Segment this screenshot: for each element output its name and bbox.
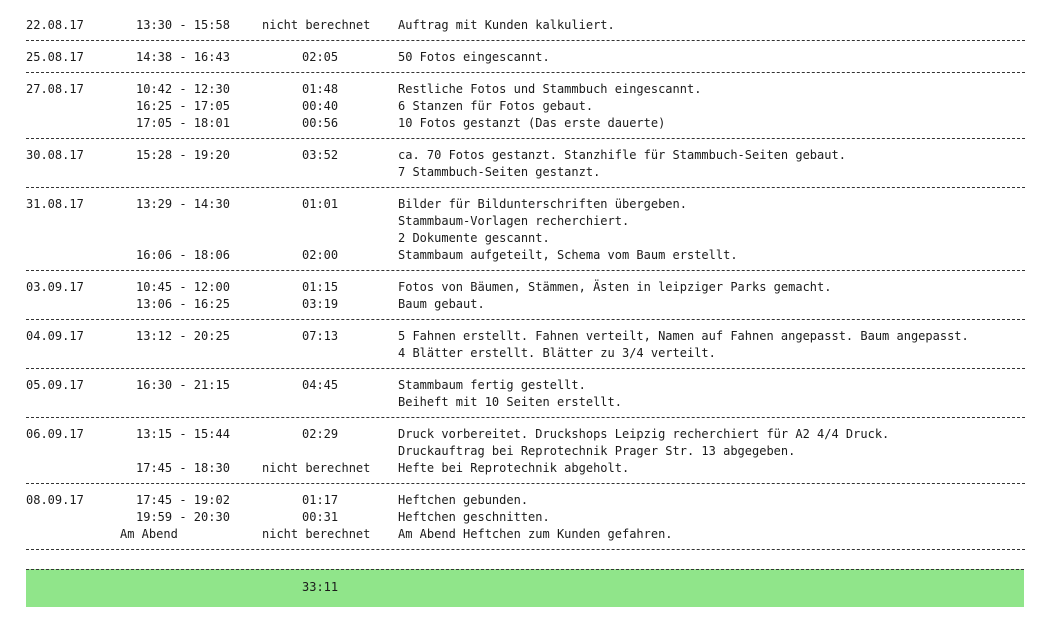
entry-date: 30.08.17 (26, 148, 84, 162)
log-line (26, 230, 1025, 247)
description: 10 Fotos gestanzt (Das erste dauerte) (398, 116, 666, 130)
duration: 01:48 (302, 82, 339, 96)
description: 6 Stanzen für Fotos gebaut. (398, 99, 594, 113)
log-line (26, 164, 1025, 181)
log-line (26, 147, 1025, 164)
description: 2 Dokumente gescannt. (398, 231, 550, 245)
description: Fotos von Bäumen, Stämmen, Ästen in leipziger Parks gemacht. (398, 280, 832, 294)
entry-date: 31.08.17 (26, 197, 84, 211)
log-entry (26, 369, 1025, 418)
log-line (26, 394, 1025, 411)
log-line (26, 492, 1025, 509)
description: Stammbaum aufgeteilt, Schema vom Baum erstellt. (398, 248, 738, 262)
log-line (26, 213, 1025, 230)
log-entry (26, 188, 1025, 271)
time-range: 14:38 - 16:43 (136, 50, 230, 64)
duration: 03:19 (302, 297, 339, 311)
description: 5 Fahnen erstellt. Fahnen verteilt, Namen auf Fahnen angepasst. Baum angepasst. (398, 329, 969, 343)
log-line (26, 426, 1025, 443)
log-line (26, 443, 1025, 460)
description: Heftchen geschnitten. (398, 510, 550, 524)
description: Druck vorbereitet. Druckshops Leipzig recherchiert für A2 4/4 Druck. (398, 427, 890, 441)
duration: 04:45 (302, 378, 339, 392)
log-entry (26, 484, 1025, 550)
description: Baum gebaut. (398, 297, 485, 311)
entry-date: 03.09.17 (26, 280, 84, 294)
log-line (26, 81, 1025, 98)
log-line (26, 49, 1025, 66)
log-line (26, 460, 1025, 477)
description: Druckauftrag bei Reprotechnik Prager Str. 13 abgegeben. (398, 444, 796, 458)
description: Beiheft mit 10 Seiten erstellt. (398, 395, 622, 409)
entry-date: 04.09.17 (26, 329, 84, 343)
log-entry (26, 320, 1025, 369)
description: Heftchen gebunden. (398, 493, 529, 507)
time-range: 13:12 - 20:25 (136, 329, 230, 343)
entry-date: 25.08.17 (26, 50, 84, 64)
log-entry (26, 139, 1025, 188)
log-entry (26, 418, 1025, 484)
duration: 01:17 (302, 493, 339, 507)
time-range: 10:42 - 12:30 (136, 82, 230, 96)
log-line (26, 328, 1025, 345)
entry-date: 05.09.17 (26, 378, 84, 392)
description: 7 Stammbuch-Seiten gestanzt. (398, 165, 601, 179)
time-range: 17:45 - 18:30 (136, 461, 230, 475)
log-line (26, 279, 1025, 296)
entry-date: 22.08.17 (26, 18, 84, 32)
entry-date: 06.09.17 (26, 427, 84, 441)
entry-date: 08.09.17 (26, 493, 84, 507)
time-range: 13:06 - 16:25 (136, 297, 230, 311)
duration: 02:05 (302, 50, 339, 64)
time-range: 16:25 - 17:05 (136, 99, 230, 113)
duration: 01:01 (302, 197, 339, 211)
log-line (26, 17, 1025, 34)
description: Stammbaum fertig gestellt. (398, 378, 586, 392)
description: Am Abend Heftchen zum Kunden gefahren. (398, 527, 673, 541)
description: ca. 70 Fotos gestanzt. Stanzhifle für Stammbuch-Seiten gebaut. (398, 148, 846, 162)
duration: 02:00 (302, 248, 339, 262)
time-range: 17:45 - 19:02 (136, 493, 230, 507)
time-range: 13:15 - 15:44 (136, 427, 230, 441)
duration: 02:29 (302, 427, 339, 441)
log-line (26, 98, 1025, 115)
log-entry (26, 73, 1025, 139)
log-line (26, 115, 1025, 132)
time-range: 13:29 - 14:30 (136, 197, 230, 211)
log-entry (26, 41, 1025, 73)
log-line (26, 526, 1025, 543)
total-duration: 33:11 (302, 580, 339, 594)
duration: 01:15 (302, 280, 339, 294)
time-range: 16:30 - 21:15 (136, 378, 230, 392)
time-range: 15:28 - 19:20 (136, 148, 230, 162)
total-row (26, 569, 1024, 607)
description: Bilder für Bildunterschriften übergeben. (398, 197, 687, 211)
description: Hefte bei Reprotechnik abgeholt. (398, 461, 630, 475)
description: 50 Fotos eingescannt. (398, 50, 550, 64)
entry-date: 27.08.17 (26, 82, 84, 96)
log-entry (26, 9, 1025, 41)
log-line (26, 377, 1025, 394)
duration: 00:40 (302, 99, 339, 113)
time-range: 19:59 - 20:30 (136, 510, 230, 524)
time-range: 16:06 - 18:06 (136, 248, 230, 262)
description: Auftrag mit Kunden kalkuliert. (398, 18, 615, 32)
description: Stammbaum-Vorlagen recherchiert. (398, 214, 630, 228)
description: Restliche Fotos und Stammbuch eingescannt. (398, 82, 702, 96)
duration: 03:52 (302, 148, 339, 162)
duration: nicht berechnet (262, 461, 371, 475)
time-range: Am Abend (120, 527, 178, 541)
duration: 00:31 (302, 510, 339, 524)
time-range: 13:30 - 15:58 (136, 18, 230, 32)
log-line (26, 296, 1025, 313)
duration: 00:56 (302, 116, 339, 130)
time-log (26, 9, 1025, 550)
log-line (26, 196, 1025, 213)
time-range: 17:05 - 18:01 (136, 116, 230, 130)
duration: nicht berechnet (262, 18, 371, 32)
log-entry (26, 271, 1025, 320)
duration: nicht berechnet (262, 527, 371, 541)
description: 4 Blätter erstellt. Blätter zu 3/4 verteilt. (398, 346, 716, 360)
log-line (26, 345, 1025, 362)
duration: 07:13 (302, 329, 339, 343)
time-range: 10:45 - 12:00 (136, 280, 230, 294)
log-line (26, 509, 1025, 526)
log-line (26, 247, 1025, 264)
